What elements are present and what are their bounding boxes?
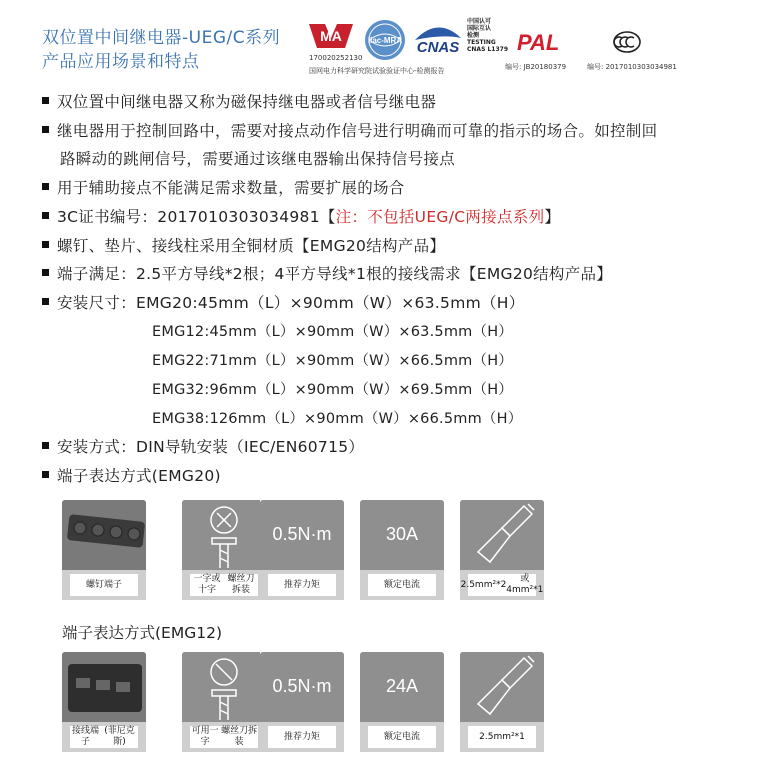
caption-line-2: (菲尼克斯)	[104, 726, 135, 747]
tile-caption: 螺钉端子	[70, 574, 138, 596]
bullet-text: 继电器用于控制回路中，需要对接点动作信号进行明确而可靠的指示的场合。如控制回	[57, 122, 658, 140]
current-panel	[360, 652, 444, 722]
tile-caption: 推荐力矩	[268, 574, 336, 596]
caption-line-2: 螺丝刀拆装	[227, 574, 255, 595]
tile-screwdriver	[182, 500, 266, 600]
page-title	[42, 26, 280, 74]
terminal-block-icon	[62, 652, 146, 722]
caption-line-1: 2.5mm²*2	[460, 579, 507, 590]
dimension-row: EMG22:71mm（L）×90mm（W）×66.5mm（H）	[152, 353, 513, 369]
slot-screw-icon	[182, 652, 266, 722]
screwdriver-photo	[182, 500, 266, 570]
torque-value: 0.5N·m	[272, 524, 332, 544]
tile-phoenix-terminal	[62, 652, 146, 752]
title-line-1: 双位置中间继电器-UEG/C系列	[42, 28, 281, 48]
tile-rated-current	[360, 500, 444, 600]
bullet-item	[42, 119, 657, 141]
tile-screw-terminal	[62, 500, 146, 600]
bullet-square-icon	[42, 471, 49, 478]
caption-line-1: 一字或十字	[193, 574, 221, 595]
bullet-text-tail: 】	[544, 208, 561, 226]
bullet-text: 端子满足：2.5平方导线*2根；4平方导线*1根的接线需求【EMG20结构产品】	[57, 265, 613, 283]
bullet-item	[42, 205, 560, 227]
tile-caption	[460, 574, 544, 596]
tile-caption	[70, 726, 138, 748]
bullet-item	[42, 291, 525, 313]
bullet-item	[42, 464, 221, 486]
ferrule-photo	[460, 500, 544, 570]
tile-wire-size	[460, 500, 544, 600]
ccc-logo-icon	[613, 30, 641, 54]
dimension-row: EMG32:96mm（L）×90mm（W）×69.5mm（H）	[152, 382, 513, 398]
bullet-square-icon	[42, 298, 49, 305]
bullet-text: 3C证书编号：2017010303034981【	[57, 208, 336, 226]
screwdriver-photo	[182, 652, 266, 722]
title-line-2: 产品应用场景和特点	[42, 52, 200, 72]
install-method: 安装方式：DIN导轨安装（IEC/EN60715）	[57, 438, 365, 456]
tile-caption: 推荐力矩	[268, 726, 336, 748]
header	[0, 0, 771, 88]
dimension-row: EMG12:45mm（L）×90mm（W）×63.5mm（H）	[152, 324, 513, 340]
bullet-item	[42, 234, 445, 256]
ma-code: 170020252130	[309, 54, 363, 62]
bullet-square-icon	[42, 97, 49, 104]
wire-ferrule-icon	[460, 500, 544, 570]
tile-caption: 额定电流	[368, 574, 436, 596]
bullet-square-icon	[42, 126, 49, 133]
tile-torque	[260, 652, 344, 752]
ma-logo-label: MA	[320, 28, 342, 44]
bullet-continuation: 路瞬动的跳闸信号，需要通过该继电器输出保持信号接点	[60, 150, 456, 168]
ilac-mra-logo-icon	[361, 18, 409, 66]
current-panel	[360, 500, 444, 570]
bullet-text: 螺钉、垫片、接线柱采用全铜材质【EMG20结构产品】	[57, 237, 446, 255]
caption-line-1: 接线端子	[71, 726, 99, 747]
cnas-line-2: 国际互认	[467, 25, 492, 32]
torque-panel	[260, 500, 344, 570]
cma-logo-icon	[305, 20, 357, 52]
tile-caption	[190, 726, 258, 748]
terminal-tiles-emg20	[62, 500, 662, 600]
certification-logos	[305, 18, 685, 80]
ccc-note: 注：不包括UEG/C两接点系列	[335, 208, 545, 226]
pal-logo: PAL	[517, 30, 560, 55]
bullet-item	[42, 435, 364, 457]
cross-screw-icon	[182, 500, 266, 570]
cnas-line-5: CNAS L1379	[467, 46, 509, 53]
tile-caption: 2.5mm²*1	[468, 726, 536, 748]
section-title-emg20: 端子表达方式(EMG20)	[57, 467, 221, 485]
tile-rated-current	[360, 652, 444, 752]
cnas-line-3: 检测	[467, 32, 480, 39]
tile-wire-size	[460, 652, 544, 752]
bullet-square-icon	[42, 241, 49, 248]
bullet-item	[42, 90, 436, 112]
section-title-emg12: 端子表达方式(EMG12)	[62, 624, 222, 642]
bullet-item	[42, 176, 405, 198]
ferrule-photo	[460, 652, 544, 722]
cnas-info	[467, 18, 508, 53]
dimension-row: EMG38:126mm（L）×90mm（W）×66.5mm（H）	[152, 411, 523, 427]
bullet-item	[42, 262, 612, 284]
screw-terminal-icon	[62, 500, 146, 570]
bullet-square-icon	[42, 269, 49, 276]
caption-line-2: 或 4mm²*1	[506, 574, 544, 595]
tile-caption: 额定电流	[368, 726, 436, 748]
bullet-square-icon	[42, 183, 49, 190]
bullet-square-icon	[42, 442, 49, 449]
wire-ferrule-icon	[460, 652, 544, 722]
phoenix-terminal-photo	[62, 652, 146, 722]
tile-screwdriver	[182, 652, 266, 752]
cnas-line-1: 中国认可	[467, 18, 492, 25]
cnas-logo-label: CNAS	[416, 39, 460, 56]
ilac-logo-label: ilac-MRA	[367, 36, 403, 45]
torque-value: 0.5N·m	[272, 676, 332, 696]
screw-terminal-photo	[62, 500, 146, 570]
pal-number: 编号: JB20180379	[505, 63, 567, 71]
tile-torque	[260, 500, 344, 600]
caption-line-2: 螺丝刀拆装	[221, 726, 258, 747]
cnas-logo-icon	[413, 20, 463, 58]
current-value: 30A	[385, 524, 419, 544]
torque-panel	[260, 652, 344, 722]
caption-line-1: 可用一字	[191, 726, 219, 747]
bullet-text: 用于辅助接点不能满足需求数量，需要扩展的场合	[57, 179, 405, 197]
bullet-square-icon	[42, 212, 49, 219]
current-value: 24A	[385, 676, 419, 696]
terminal-tiles-emg12	[62, 652, 662, 752]
bullet-text: 双位置中间继电器又称为磁保持继电器或者信号继电器	[57, 93, 437, 111]
institute-name: 国网电力科学研究院试验验证中心-检测报告	[309, 67, 445, 75]
cnas-line-4: TESTING	[467, 39, 496, 46]
bullet-text: 安装尺寸：EMG20:45mm（L）×90mm（W）×63.5mm（H）	[57, 294, 525, 312]
tile-caption	[190, 574, 258, 596]
ccc-number: 编号: 2017010303034981	[587, 63, 677, 71]
